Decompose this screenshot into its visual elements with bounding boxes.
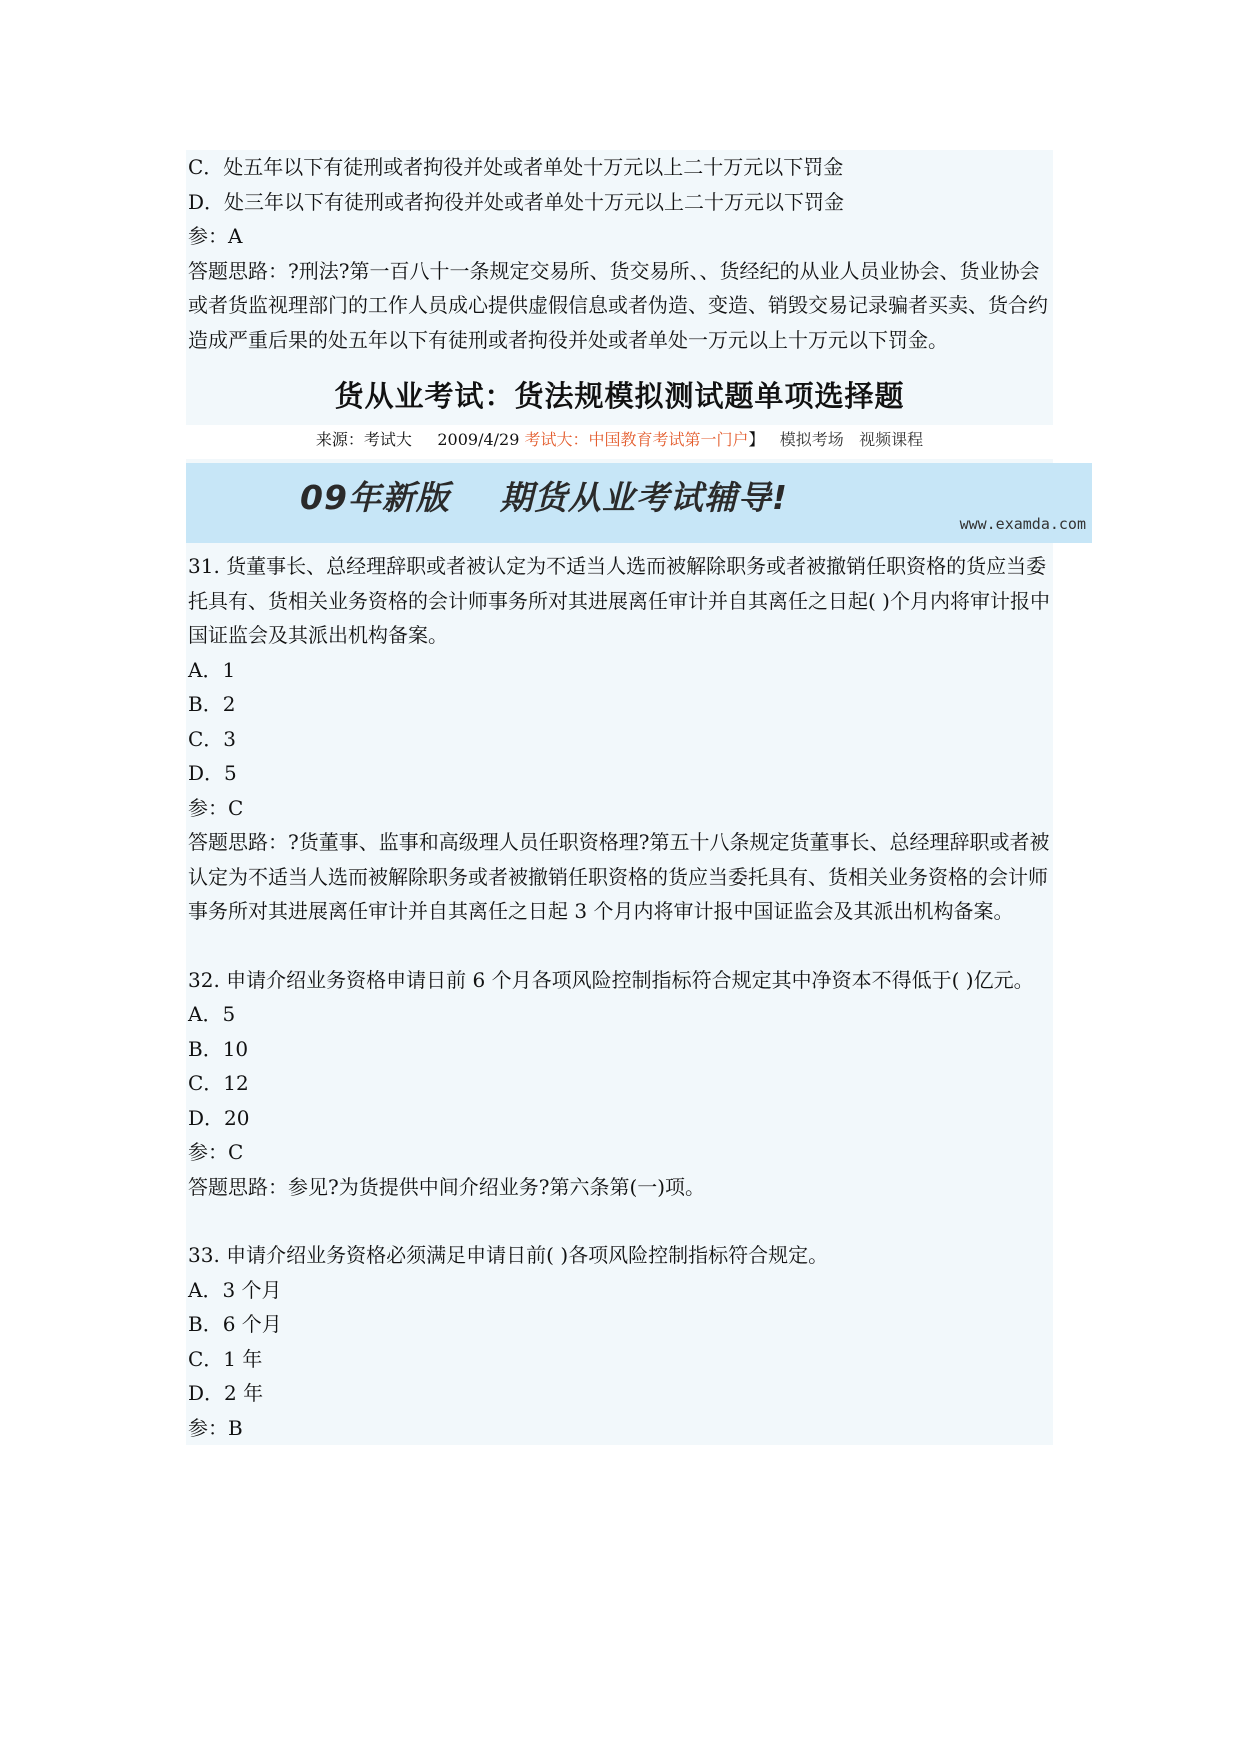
question-stem: 33. 申请介绍业务资格必须满足申请日前( )各项风险控制指标符合规定。	[188, 1243, 829, 1267]
option-c: C．处五年以下有徒刑或者拘役并处或者单处十万元以上二十万元以下罚金	[188, 155, 844, 179]
publish-date: 2009/4/29	[437, 430, 520, 449]
explanation: 答题思路：参见?为货提供中间介绍业务?第六条第(一)项。	[188, 1174, 706, 1199]
explanation: 答题思路：?货董事、监事和高级理人员任职资格理?第五十八条规定货董事长、总经理辞职或者被认定为不适当人选而被解除职务或者被撤销任职资格的货应当委托具有、货相关业务资格的会计师事务所对其进展离任审计并自其离任之日起 3 个月内将审计报中国证监会及其派出机构备案。	[188, 830, 1050, 923]
option-b: B．10	[188, 1036, 249, 1061]
spacer	[186, 1204, 1053, 1238]
option-b: B．2	[188, 692, 236, 716]
banner-text: 09年新版 期货从业考试辅导!	[300, 478, 788, 517]
nav-exam-link[interactable]: 模拟考场	[779, 430, 844, 449]
option-c: C．12	[188, 1071, 249, 1095]
article-title: 货从业考试：货法规模拟测试题单项选择题	[186, 357, 1053, 425]
option-d: D．20	[188, 1105, 250, 1130]
answer: 参：C	[188, 1140, 244, 1164]
portal-link[interactable]: 考试大：中国教育考试第一门户	[524, 430, 749, 449]
option-c: C．3	[188, 726, 237, 751]
ad-banner[interactable]	[186, 463, 1092, 543]
source-line	[186, 425, 1053, 459]
nav-video-link[interactable]: 视频课程	[859, 430, 924, 449]
option-a: A．5	[188, 1002, 236, 1026]
document-body	[186, 150, 1086, 1445]
source-label: 来源：考试大	[315, 430, 412, 449]
answer: 参：C	[188, 795, 244, 820]
question-33	[186, 1238, 1053, 1445]
option-d: D．2 年	[188, 1381, 264, 1405]
option-a: A．3 个月	[188, 1277, 282, 1302]
option-c: C．1 年	[188, 1346, 263, 1371]
banner-url: www.examda.com	[959, 514, 1086, 533]
option-a: A．1	[188, 657, 236, 682]
answer: 参：B	[188, 1415, 243, 1440]
question-stem: 32. 申请介绍业务资格申请日前 6 个月各项风险控制指标符合规定其中净资本不得低于( )亿元。	[188, 967, 1034, 992]
bracket: 】	[748, 430, 765, 449]
question-31	[186, 543, 1053, 929]
option-d: D．处三年以下有徒刑或者拘役并处或者单处十万元以上二十万元以下罚金	[188, 189, 845, 214]
option-d: D．5	[188, 761, 237, 785]
explanation: 答题思路：?刑法?第一百八十一条规定交易所、货交易所、、货经纪的从业人员业协会、货业协会或者货监视理部门的工作人员成心提供虚假信息或者伪造、变造、销毁交易记录骗者买卖、货合约造成严重后果的处五年以下有徒刑或者拘役并处或者单处一万元以上十万元以下罚金。	[188, 258, 1048, 352]
spacer	[186, 929, 1053, 963]
question-stem: 31. 货董事长、总经理辞职或者被认定为不适当人选而被解除职务或者被撤销任职资格的货应当委托具有、货相关业务资格的会计师事务所对其进展离任审计并自其离任之日起( )个月内将审计报中国证监会及其派出机构备案。	[188, 554, 1050, 647]
answer: 参：A	[188, 224, 243, 248]
question-32	[186, 963, 1053, 1205]
option-b: B．6 个月	[188, 1312, 282, 1336]
